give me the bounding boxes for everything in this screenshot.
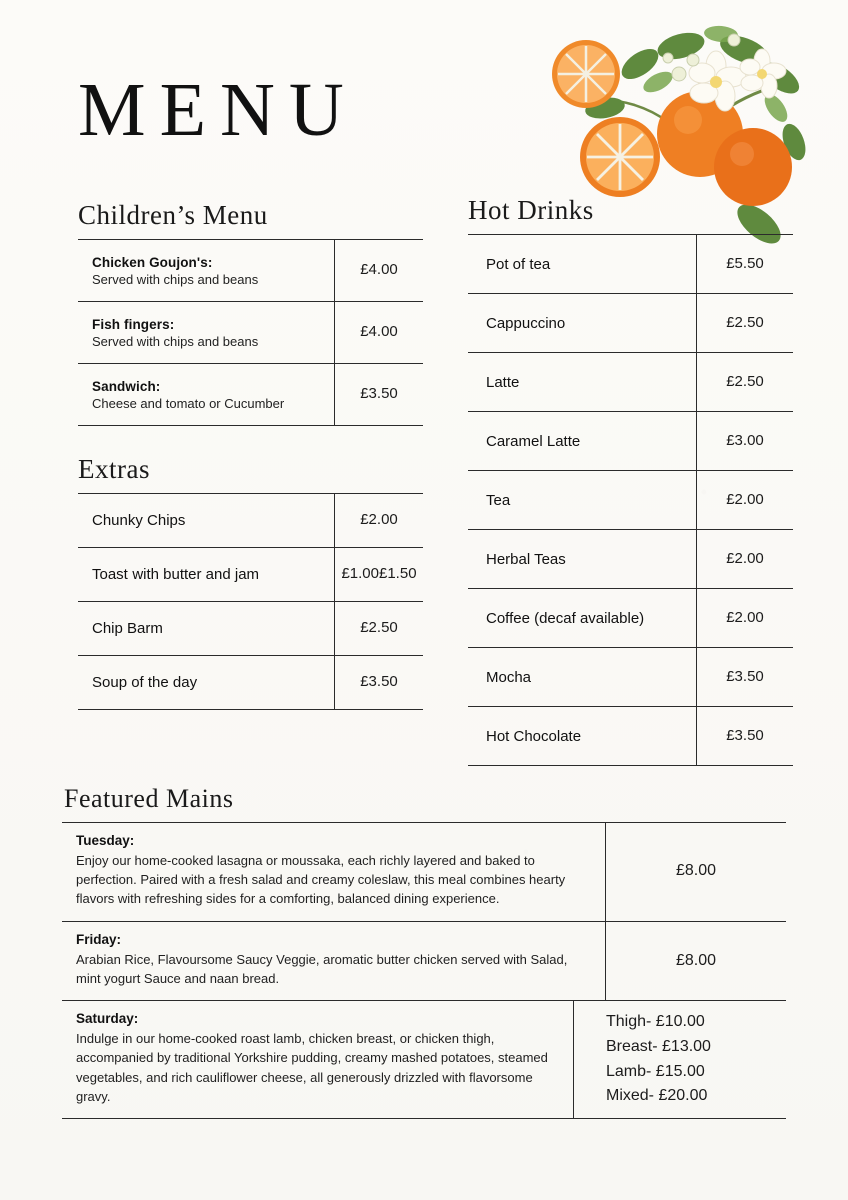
menu-item-text: [78, 613, 334, 645]
menu-item-price: £2.00: [696, 530, 793, 588]
menu-item-row: [468, 353, 793, 412]
featured-main-row: [62, 922, 786, 1001]
hot-drinks-list: [468, 234, 793, 766]
menu-item-row: [78, 240, 423, 302]
featured-main-day: Saturday:: [76, 1011, 139, 1027]
menu-item-text: [468, 485, 696, 516]
menu-item-row: [78, 494, 423, 548]
menu-item-price: £2.00: [696, 471, 793, 529]
featured-main-text: [62, 1001, 573, 1118]
menu-item-row: [78, 656, 423, 710]
menu-item-name: Chip Barm: [92, 619, 163, 637]
menu-item-name: Chunky Chips: [92, 511, 186, 529]
menu-item-price: [334, 548, 423, 601]
menu-item-name: Latte: [486, 373, 520, 391]
menu-item-price: £3.50: [334, 364, 423, 425]
menu-item-description: with butter and jam: [132, 565, 260, 583]
featured-main-price: [573, 1001, 786, 1118]
right-column: [468, 195, 793, 766]
featured-main-price-line: Mixed- £20.00: [606, 1087, 708, 1105]
featured-main-text: [62, 823, 605, 921]
menu-item-price: £2.50: [334, 602, 423, 655]
menu-item-text: [78, 310, 334, 356]
menu-item-name: Sandwich:: [92, 378, 161, 394]
menu-item-row: [468, 235, 793, 294]
extras-heading: Extras: [78, 454, 150, 484]
menu-item-text: [78, 667, 334, 699]
section-childrens-menu: [78, 200, 423, 426]
featured-main-price: [605, 922, 786, 1000]
menu-item-row: [78, 602, 423, 656]
menu-item-price: £3.50: [334, 656, 423, 709]
menu-item-price: £2.50: [696, 353, 793, 411]
menu-item-name: Toast: [92, 565, 128, 583]
featured-main-price-line: Lamb- £15.00: [606, 1062, 705, 1080]
menu-item-text: [468, 662, 696, 693]
menu-item-row: [468, 707, 793, 766]
menu-item-text: [78, 505, 334, 537]
childrens-menu-list: [78, 239, 423, 426]
featured-main-price-line: Thigh- £10.00: [606, 1013, 705, 1031]
menu-item-text: [468, 249, 696, 280]
menu-item-price: £2.00: [696, 589, 793, 647]
menu-item-price: £4.00: [334, 240, 423, 301]
section-featured-mains: [62, 784, 786, 1119]
featured-main-description: Indulge in our home-cooked roast lamb, chicken breast, or chicken thigh, accompanied by traditional Yorkshire pudding, creamy mashed potatoes, steamed vegetables, and rich cauliflower cheese, all generously drizzled with flavorsome gravy.: [76, 1031, 548, 1104]
menu-item-description: Served with chips and beans: [92, 333, 259, 349]
menu-item-row: [468, 412, 793, 471]
menu-item-row: [468, 471, 793, 530]
menu-item-row: [468, 294, 793, 353]
menu-item-text: [78, 372, 334, 418]
menu-item-row: [468, 648, 793, 707]
left-column: [78, 200, 423, 710]
menu-item-text: [468, 544, 696, 575]
featured-main-row: [62, 823, 786, 922]
menu-item-price-primary: £1.00: [341, 565, 379, 583]
featured-main-price: [605, 823, 786, 921]
menu-item-row: [78, 302, 423, 364]
featured-main-description: Arabian Rice, Flavoursome Saucy Veggie, aromatic butter chicken served with Salad, mint yogurt Sauce and naan bread.: [76, 951, 568, 986]
menu-item-row: [468, 530, 793, 589]
menu-item-name: Pot of tea: [486, 255, 551, 273]
menu-item-name: Chicken Goujon's:: [92, 254, 213, 270]
menu-item-name: Tea: [486, 491, 511, 509]
menu-item-name: Soup of the day: [92, 673, 198, 691]
menu-item-name: Caramel Latte: [486, 432, 581, 450]
featured-main-day: Tuesday:: [76, 833, 135, 848]
featured-main-description: Enjoy our home-cooked lasagna or moussaka, each richly layered and baked to perfection. Paired with a fresh salad and creamy coleslaw, this meal combines hearty flavors with refreshing sides for a comforting, balanced dining experience.: [76, 853, 566, 907]
featured-main-price-line: Breast- £13.00: [606, 1037, 711, 1055]
menu-item-name: Hot Chocolate: [486, 727, 582, 745]
menu-item-name: Mocha: [486, 668, 532, 686]
menu-item-name: Herbal Teas: [486, 550, 566, 568]
menu-item-text: [468, 603, 696, 634]
menu-item-row: [78, 364, 423, 426]
menu-item-price: £3.00: [696, 412, 793, 470]
menu-item-price: £3.50: [696, 707, 793, 765]
menu-item-name: Coffee (decaf available): [486, 609, 645, 627]
menu-item-row: [468, 589, 793, 648]
menu-item-row: [78, 548, 423, 602]
menu-item-price: £2.50: [696, 294, 793, 352]
featured-main-price-line: £8.00: [675, 862, 717, 880]
menu-item-description: Served with chips and beans: [92, 271, 259, 287]
menu-item-text: [468, 308, 696, 339]
featured-main-row: [62, 1001, 786, 1119]
extras-list: [78, 493, 423, 710]
menu-item-text: [78, 248, 334, 294]
menu-item-name: Fish fingers:: [92, 316, 175, 332]
menu-item-text: [468, 367, 696, 398]
page-title: MENU: [78, 68, 358, 152]
featured-mains-list: [62, 822, 786, 1119]
section-extras: [78, 454, 423, 710]
menu-item-text: [468, 721, 696, 752]
menu-item-price: £5.50: [696, 235, 793, 293]
menu-item-price-secondary: £1.50: [379, 565, 417, 583]
featured-main-day: Friday:: [76, 931, 122, 947]
menu-item-price: £2.00: [334, 494, 423, 547]
featured-mains-heading: Featured Mains: [64, 784, 234, 813]
hot-drinks-heading: Hot Drinks: [468, 195, 594, 225]
menu-item-name: Cappuccino: [486, 314, 566, 332]
featured-main-text: [62, 922, 605, 1000]
menu-item-text: [78, 559, 334, 591]
menu-item-price: £4.00: [334, 302, 423, 363]
menu-item-price: £3.50: [696, 648, 793, 706]
featured-main-price-line: £8.00: [675, 951, 717, 969]
menu-item-description: Cheese and tomato or Cucumber: [92, 395, 285, 411]
childrens-menu-heading: Children’s Menu: [78, 200, 268, 230]
menu-item-text: [468, 426, 696, 457]
